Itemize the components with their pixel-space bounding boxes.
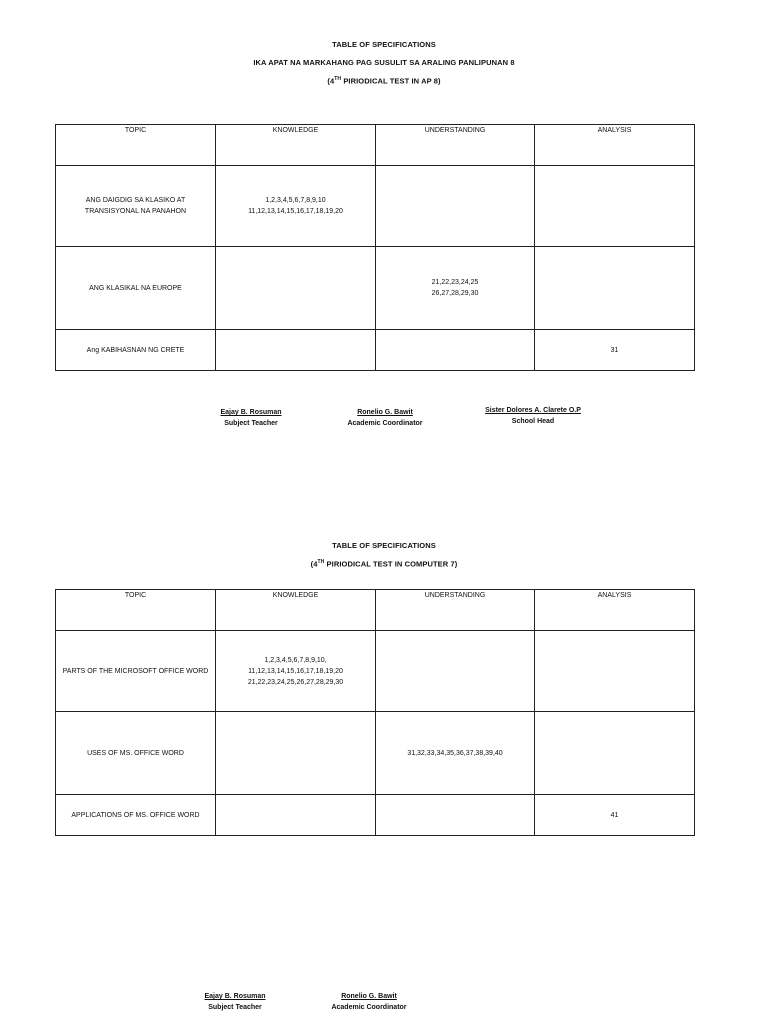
- doc2-title: TABLE OF SPECIFICATIONS: [332, 541, 436, 550]
- analysis-cell: 41: [535, 795, 695, 836]
- knowledge-cell: [216, 330, 376, 371]
- topic-cell: Ang KABIHASNAN NG CRETE: [56, 330, 216, 371]
- understanding-cell: [376, 330, 535, 371]
- signatory-academic-coordinator: Ronelio G. Bawit Academic Coordinator: [347, 409, 423, 427]
- topic-cell: USES OF MS. OFFICE WORD: [56, 712, 216, 795]
- table-header-row: [56, 590, 695, 631]
- topic-cell: ANG KLASIKAL NA EUROPE: [56, 247, 216, 330]
- knowledge-cell: [216, 247, 376, 330]
- header-topic: TOPIC: [56, 590, 216, 631]
- doc2-test-name: (4TH PIRIODICAL TEST IN COMPUTER 7): [310, 559, 458, 569]
- table-row: [56, 166, 695, 247]
- doc1-spec-table: [55, 124, 695, 371]
- analysis-cell: 31: [535, 330, 695, 371]
- header-analysis: ANALYSIS: [535, 590, 695, 631]
- doc1-subtitle: IKA APAT NA MARKAHANG PAG SUSULIT SA ARALING PANLIPUNAN 8: [253, 58, 515, 67]
- topic-cell: ANG DAIGDIG SA KLASIKO AT TRANSISYONAL NA PANAHON: [56, 166, 216, 247]
- analysis-cell: [535, 712, 695, 795]
- understanding-cell: 21,22,23,24,25 26,27,28,29,30: [376, 247, 535, 330]
- signatory-subject-teacher: Eajay B. Rosuman Subject Teacher: [220, 409, 282, 427]
- table-row: [56, 330, 695, 371]
- table-row: [56, 795, 695, 836]
- topic-cell: PARTS OF THE MICROSOFT OFFICE WORD: [56, 631, 216, 712]
- understanding-cell: 31,32,33,34,35,36,37,38,39,40: [376, 712, 535, 795]
- table-row: [56, 712, 695, 795]
- header-understanding: UNDERSTANDING: [376, 590, 535, 631]
- signatory-subject-teacher: Eajay B. Rosuman Subject Teacher: [204, 993, 266, 1011]
- analysis-cell: [535, 247, 695, 330]
- header-understanding: UNDERSTANDING: [376, 125, 535, 166]
- understanding-cell: [376, 795, 535, 836]
- doc1-title: TABLE OF SPECIFICATIONS: [332, 40, 436, 49]
- knowledge-cell: [216, 795, 376, 836]
- knowledge-cell: [216, 712, 376, 795]
- header-knowledge: KNOWLEDGE: [216, 590, 376, 631]
- understanding-cell: [376, 166, 535, 247]
- analysis-cell: [535, 631, 695, 712]
- doc2-spec-table: [55, 589, 695, 836]
- doc1-test-name: (4TH PIRIODICAL TEST IN AP 8): [327, 76, 441, 86]
- signatory-school-head: Sister Dolores A. Clarete O.P School Head: [485, 407, 581, 425]
- knowledge-cell: 1,2,3,4,5,6,7,8,9,10 11,12,13,14,15,16,17,18,19,20: [216, 166, 376, 247]
- table-row: [56, 631, 695, 712]
- table-row: [56, 247, 695, 330]
- topic-cell: APPLICATIONS OF MS. OFFICE WORD: [56, 795, 216, 836]
- table-header-row: [56, 125, 695, 166]
- header-knowledge: KNOWLEDGE: [216, 125, 376, 166]
- knowledge-cell: 1,2,3,4,5,6,7,8,9,10, 11,12,13,14,15,16,17,18,19,20 21,22,23,24,25,26,27,28,29,30: [216, 631, 376, 712]
- analysis-cell: [535, 166, 695, 247]
- signatory-academic-coordinator: Ronelio G. Bawit Academic Coordinator: [331, 993, 407, 1011]
- understanding-cell: [376, 631, 535, 712]
- header-topic: TOPIC: [56, 125, 216, 166]
- header-analysis: ANALYSIS: [535, 125, 695, 166]
